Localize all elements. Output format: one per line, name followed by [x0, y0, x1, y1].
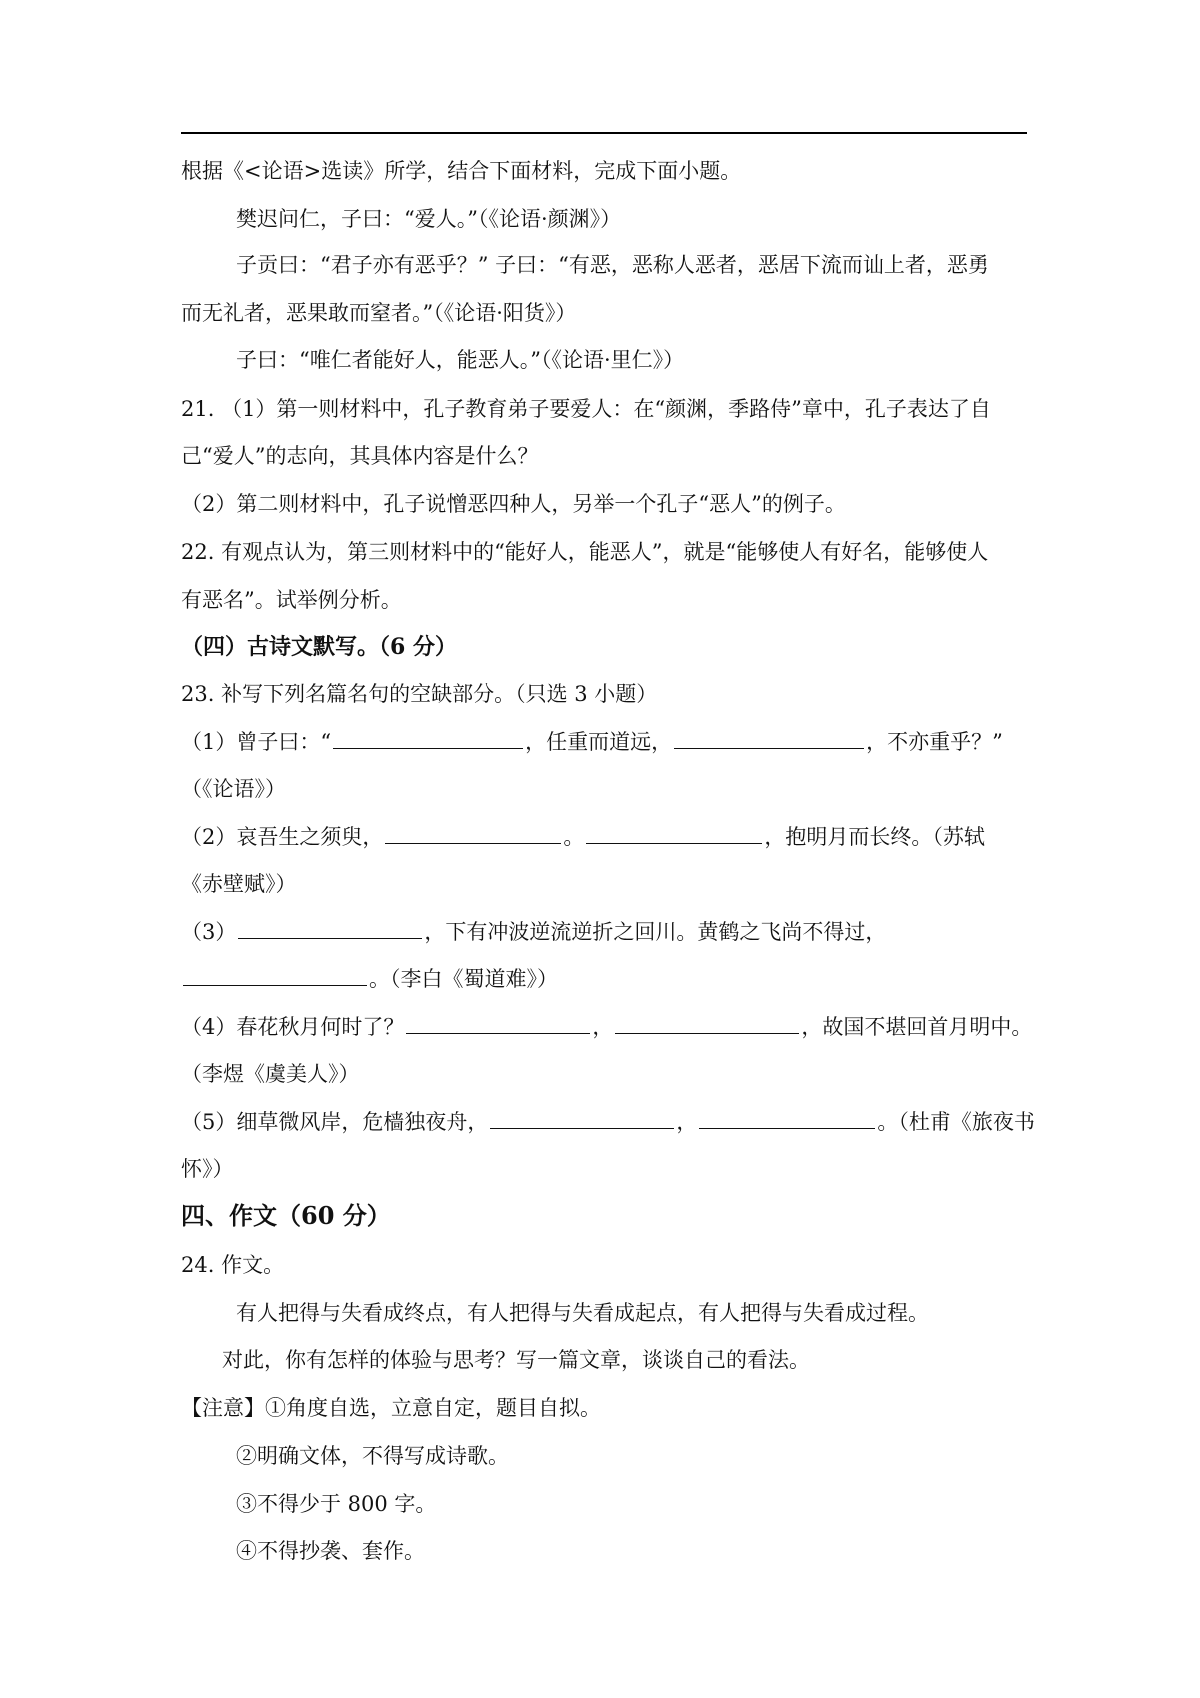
q23-item-1-source: （《论语》） [181, 777, 286, 801]
q22-line2: 有恶名”。试举例分析。 [181, 588, 402, 612]
answer-blank[interactable] [615, 1015, 799, 1034]
material-3: 子曰：“唯仁者能好人，能恶人。”（《论语·里仁》） [236, 348, 685, 372]
q21-line1: 21. （1）第一则材料中，孔子教育弟子要爱人：在“颜渊，季路侍”章中，孔子表达了自 [181, 397, 991, 421]
q23-item-3 [181, 917, 1031, 947]
part-4-heading: 四、作文（60 分） [181, 1201, 391, 1230]
q23-title: 23. 补写下列名篇名句的空缺部分。（只选 3 小题） [181, 682, 658, 706]
q23-item-5-source: 怀》） [181, 1157, 234, 1181]
material-1: 樊迟问仁，子曰：“爱人。”（《论语·颜渊》） [236, 207, 622, 231]
q24-prompt-1: 有人把得与失看成终点，有人把得与失看成起点，有人把得与失看成过程。 [236, 1301, 929, 1325]
q23-item-2-source: 《赤壁赋》） [181, 872, 297, 896]
q23-item-3-pre: （3） [181, 920, 237, 944]
q23-item-4-source: （李煜《虞美人》） [181, 1062, 360, 1086]
intro-text: 根据《<论语>选读》所学，结合下面材料，完成下面小题。 [181, 159, 742, 183]
q24-note-3: ③不得少于 800 字。 [236, 1492, 437, 1516]
answer-blank[interactable] [333, 730, 523, 749]
q23-item-2 [181, 822, 1031, 852]
section-4-heading: （四）古诗文默写。（6 分） [181, 634, 457, 660]
q23-item-5-pre: （5）细草微风岸，危樯独夜舟， [181, 1110, 489, 1134]
q23-item-2-pre: （2）哀吾生之须臾， [181, 825, 384, 849]
answer-blank[interactable] [699, 1110, 875, 1129]
answer-blank[interactable] [406, 1015, 590, 1034]
q22-line1: 22. 有观点认为，第三则材料中的“能好人，能恶人”，就是“能够使人有好名，能够使人 [181, 540, 989, 564]
q23-item-4-pre: （4）春花秋月何时了？ [181, 1015, 405, 1039]
answer-blank[interactable] [385, 825, 561, 844]
answer-blank[interactable] [586, 825, 762, 844]
answer-blank[interactable] [490, 1110, 674, 1129]
answer-blank[interactable] [183, 967, 367, 986]
q24-note: 【注意】①角度自选，立意自定，题目自拟。 [181, 1396, 601, 1420]
q23-item-4-post: ，故国不堪回首月明中。 [801, 1015, 1033, 1039]
material-2-line1: 子贡曰：“君子亦有恶乎？” 子曰：“有恶，恶称人恶者，恶居下流而讪上者，恶勇 [236, 253, 989, 277]
q24-note-2: ②明确文体，不得写成诗歌。 [236, 1444, 509, 1468]
q24-note-4: ④不得抄袭、套作。 [236, 1539, 425, 1563]
q21-line2: 己“爱人”的志向，其具体内容是什么？ [181, 444, 539, 468]
q23-item-4 [181, 1012, 1031, 1042]
q23-item-5 [181, 1107, 1035, 1137]
q24-title: 24. 作文。 [181, 1253, 285, 1277]
q23-item-3-cont [181, 964, 1031, 994]
q23-item-2-post: ，抱明月而长终。（苏轼 [764, 825, 985, 849]
q23-item-1-pre: （1）曾子曰：“ [181, 730, 332, 754]
q23-item-1-mid: ，任重而道远， [525, 730, 673, 754]
top-rule [181, 132, 1027, 134]
q24-prompt-2: 对此，你有怎样的体验与思考？写一篇文章，谈谈自己的看法。 [222, 1348, 810, 1372]
q23-item-3-post: ，下有冲波逆流逆折之回川。黄鹤之飞尚不得过， [424, 920, 887, 944]
q23-item-2-mid: 。 [563, 825, 585, 849]
q21-line3: （2）第二则材料中，孔子说憎恶四种人，另举一个孔子“恶人”的例子。 [181, 492, 846, 516]
material-2-line2: 而无礼者，恶果敢而窒者。”（《论语·阳货》） [181, 301, 577, 325]
q23-item-5-mid: ， [676, 1110, 698, 1134]
q23-item-5-post: 。（杜甫《旅夜书 [877, 1110, 1035, 1134]
q23-item-1-post: ，不亦重乎？” [866, 730, 1003, 754]
q23-item-3-end: 。（李白《蜀道难》） [369, 967, 558, 991]
answer-blank[interactable] [674, 730, 864, 749]
answer-blank[interactable] [238, 920, 422, 939]
q23-item-4-mid: ， [592, 1015, 614, 1039]
q23-item-1 [181, 727, 1031, 757]
